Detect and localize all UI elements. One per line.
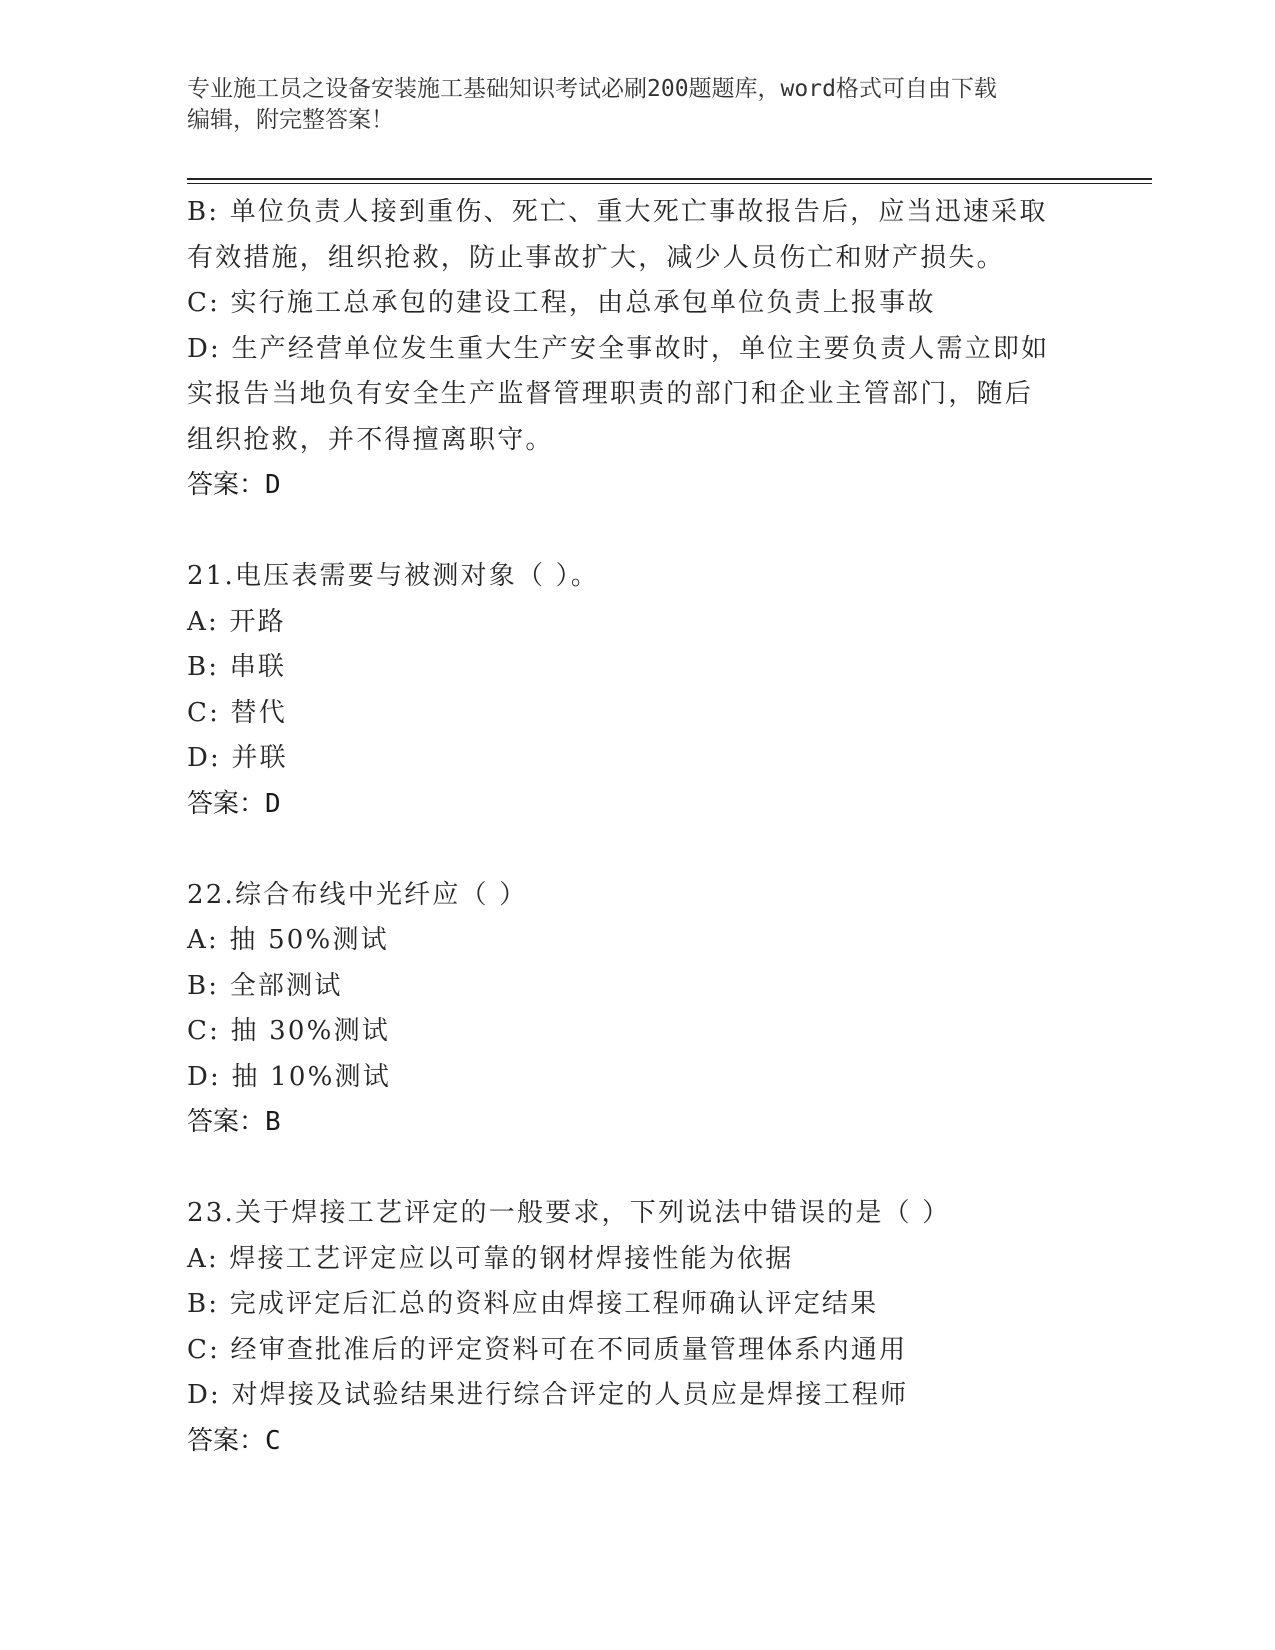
option-d-line-1: D: 生产经营单位发生重大生产安全事故时，单位主要负责人需立即如 [187, 333, 1050, 364]
option-c: C: 经审查批准后的评定资料可在不同质量管理体系内通用 [187, 1334, 908, 1365]
question-stem: 22.综合布线中光纤应（ ） [187, 879, 528, 910]
question-list [187, 190, 1087, 1464]
question-stem: 23.关于焊接工艺评定的一般要求，下列说法中错误的是（ ） [187, 1198, 951, 1228]
option-d: D: 并联 [187, 743, 288, 773]
answer-line: 答案：C [187, 1425, 281, 1456]
option-a: A: 焊接工艺评定应以可靠的钢材焊接性能为依据 [187, 1243, 794, 1274]
option-b-line-1: B: 单位负责人接到重伤、死亡、重大死亡事故报告后，应当迅速采取 [187, 197, 1048, 227]
spacer [187, 1146, 1087, 1192]
option-b: B: 全部测试 [187, 970, 343, 1001]
question-23 [187, 1191, 1087, 1464]
option-d: D: 抽 10%测试 [187, 1061, 391, 1092]
header-divider-thin [187, 183, 1152, 184]
question-22 [187, 873, 1087, 1146]
spacer [187, 509, 1087, 555]
question-20-continued [187, 190, 1087, 509]
option-a: A: 开路 [187, 606, 286, 637]
answer-line: 答案：D [187, 788, 281, 819]
answer-line: 答案：B [187, 1107, 281, 1137]
option-a: A: 抽 50%测试 [187, 925, 389, 955]
option-c: C: 实行施工总承包的建设工程，由总承包单位负责上报事故 [187, 288, 936, 318]
option-b: B: 串联 [187, 652, 287, 682]
spacer [187, 827, 1087, 873]
header-title-line-2: 编辑，附完整答案！ [187, 107, 394, 133]
question-stem: 21.电压表需要与被测对象（ ）。 [187, 561, 600, 591]
option-b: B: 完成评定后汇总的资料应由焊接工程师确认评定结果 [187, 1289, 879, 1319]
option-b-line-2: 有效措施，组织抢救，防止事故扩大，减少人员伤亡和财产损失。 [187, 242, 1005, 273]
page-header [187, 74, 1067, 136]
header-title-line-1: 专业施工员之设备安装施工基础知识考试必刷200题题库，word格式可自由下载 [187, 76, 997, 102]
option-d: D: 对焊接及试验结果进行综合评定的人员应是焊接工程师 [187, 1380, 909, 1410]
answer-line: 答案：D [187, 470, 281, 500]
question-21 [187, 554, 1087, 827]
option-d-line-3: 组织抢救，并不得擅离职守。 [187, 424, 554, 455]
option-d-line-2: 实报告当地负有安全生产监督管理职责的部门和企业主管部门，随后 [187, 379, 1034, 409]
header-divider-thick [187, 178, 1152, 180]
option-c: C: 替代 [187, 697, 287, 728]
option-c: C: 抽 30%测试 [187, 1016, 390, 1046]
